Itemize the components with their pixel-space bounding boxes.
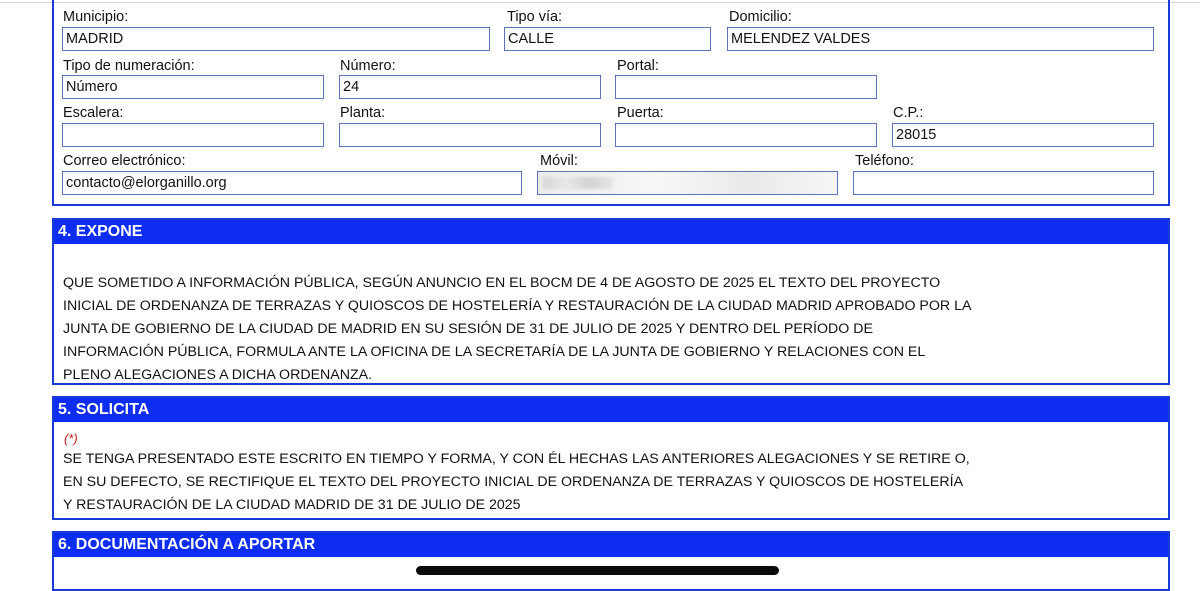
municipio-field[interactable]: MADRID: [62, 27, 490, 51]
telefono-label: Teléfono:: [855, 153, 914, 169]
cp-field[interactable]: 28015: [892, 123, 1154, 147]
solicita-line: EN SU DEFECTO, SE RECTIFIQUE EL TEXTO DEL PROYECTO INICIAL DE ORDENANZA DE TERRAZAS Y QUIOSCOS DE HOSTELERÍA: [63, 474, 964, 490]
required-mark: (*): [64, 431, 78, 446]
movil-field[interactable]: [537, 171, 838, 195]
numero-field[interactable]: 24: [339, 75, 601, 99]
expone-line: QUE SOMETIDO A INFORMACIÓN PÚBLICA, SEGÚN ANUNCIO EN EL BOCM DE 4 DE AGOSTO DE 2025 EL TEXTO DEL PROYECTO: [63, 275, 941, 291]
movil-label: Móvil:: [540, 153, 578, 169]
telefono-field[interactable]: [853, 171, 1154, 195]
portal-label: Portal:: [617, 58, 659, 74]
redacted-value: [543, 177, 613, 189]
expone-line: PLENO ALEGACIONES A DICHA ORDENANZA.: [63, 367, 373, 383]
planta-label: Planta:: [340, 105, 386, 121]
numero-label: Número:: [340, 58, 396, 74]
domicilio-field[interactable]: MELENDEZ VALDES: [727, 27, 1154, 51]
tipo-via-label: Tipo vía:: [507, 9, 563, 25]
expone-text: [54, 244, 1168, 387]
portal-field[interactable]: [615, 75, 877, 99]
solicita-section: [52, 396, 1170, 520]
planta-field[interactable]: [339, 123, 601, 147]
correo-field[interactable]: contacto@elorganillo.org: [62, 171, 522, 195]
documentacion-section: [52, 531, 1170, 591]
domicilio-label: Domicilio:: [729, 9, 792, 25]
expone-heading: 4. EXPONE: [54, 220, 1168, 244]
tipo-via-field[interactable]: CALLE: [504, 27, 711, 51]
puerta-field[interactable]: [615, 123, 877, 147]
home-indicator[interactable]: [416, 566, 779, 575]
expone-section: [52, 218, 1170, 385]
municipio-label: Municipio:: [63, 9, 129, 25]
expone-line: JUNTA DE GOBIERNO DE LA CIUDAD DE MADRID EN SU SESIÓN DE 31 DE JULIO DE 2025 Y DENTRO DEL PERÍODO DE: [63, 321, 873, 337]
correo-label: Correo electrónico:: [63, 153, 186, 169]
cp-label: C.P.:: [893, 105, 924, 121]
tipo-numeracion-field[interactable]: Número: [62, 75, 324, 99]
expone-line: INFORMACIÓN PÚBLICA, FORMULA ANTE LA OFICINA DE LA SECRETARÍA DE LA JUNTA DE GOBIERNO Y RELACIONES CON EL: [63, 344, 926, 360]
solicita-heading: 5. SOLICITA: [54, 398, 1168, 422]
escalera-field[interactable]: [62, 123, 324, 147]
solicita-line: Y RESTAURACIÓN DE LA CIUDAD MADRID DE 31 DE JULIO DE 2025: [63, 497, 521, 513]
expone-line: INICIAL DE ORDENANZA DE TERRAZAS Y QUIOSCOS DE HOSTELERÍA Y RESTAURACIÓN DE LA CIUDAD MADRID APROBADO POR LA: [63, 298, 972, 314]
tipo-numeracion-label: Tipo de numeración:: [63, 58, 195, 74]
escalera-label: Escalera:: [63, 105, 124, 121]
puerta-label: Puerta:: [617, 105, 664, 121]
solicita-line: SE TENGA PRESENTADO ESTE ESCRITO EN TIEMPO Y FORMA, Y CON ÉL HECHAS LAS ANTERIORES ALEGACIONES Y SE RETIRE O,: [63, 451, 970, 467]
documentacion-heading: 6. DOCUMENTACIÓN A APORTAR: [54, 533, 1168, 557]
solicita-text: [54, 447, 1168, 517]
